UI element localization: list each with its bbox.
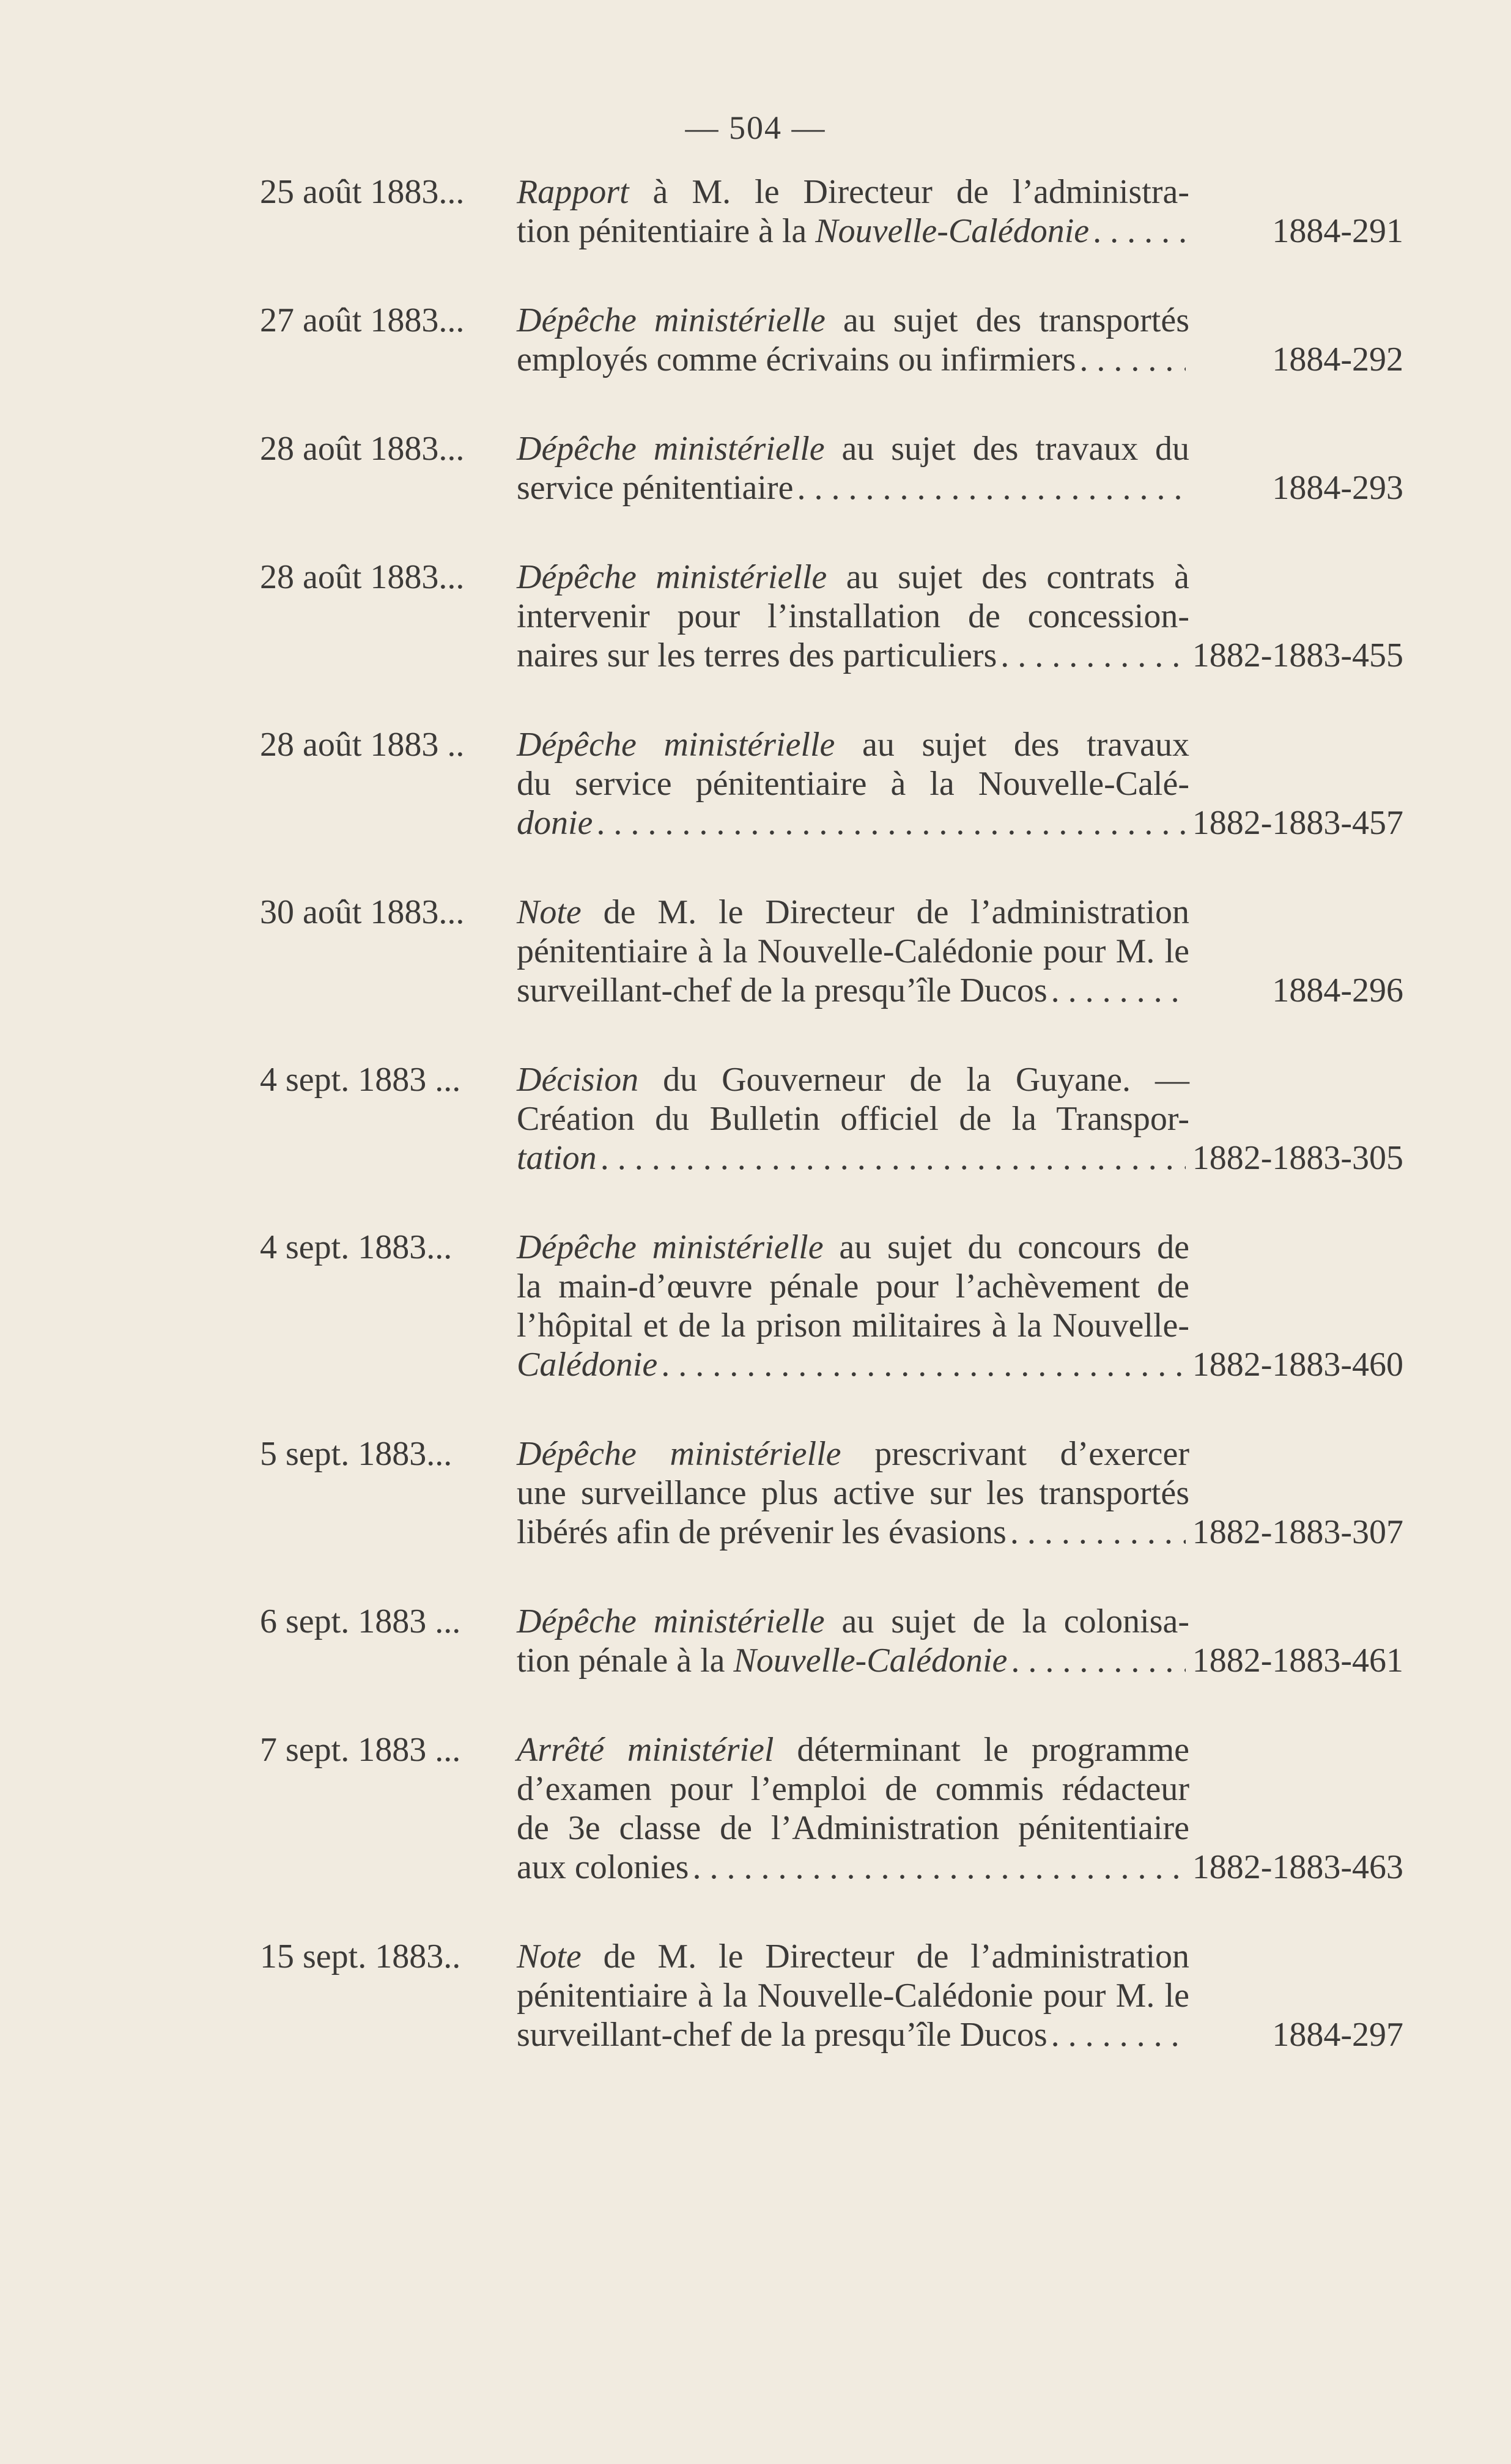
entry-title: Dépêche ministérielle [517, 430, 825, 468]
entry-text-line: au sujet des transportés [843, 301, 1190, 339]
entry-date: 7 sept. 1883 ... [260, 1731, 461, 1769]
entry-text-line: pénitentiaire à la Nouvelle-Calédonie pour M. le [517, 932, 1189, 970]
entry-reference: 1884-296 [1272, 972, 1403, 1009]
entry-description [517, 1937, 1263, 2054]
entry-text-line: tion pénale à la [517, 1642, 725, 1680]
entry-description [517, 1228, 1190, 1384]
entry-title: Dépêche ministérielle [517, 1603, 825, 1640]
entry-date: 28 août 1883... [260, 558, 465, 596]
list-item [260, 301, 1403, 379]
list-item [260, 429, 1403, 507]
entry-description [517, 301, 1263, 379]
list-item [260, 1602, 1403, 1680]
entry-title: Dépêche ministérielle [517, 1435, 841, 1473]
list-item [260, 1937, 1403, 2054]
entry-reference: 1884-292 [1272, 341, 1403, 378]
entry-title: Dépêche ministérielle [517, 1228, 824, 1266]
entry-text-line: surveillant-chef de la presqu’île Ducos [517, 972, 1047, 1009]
entry-description [517, 1060, 1190, 1178]
entry-text-italic: donie [517, 804, 593, 842]
entry-description [517, 172, 1263, 251]
entry-description [517, 725, 1190, 843]
entry-title: Dépêche ministérielle [517, 726, 835, 764]
entry-text-line: de M. le Directeur de l’administration [603, 893, 1190, 931]
list-item [260, 558, 1403, 675]
dot-leader [600, 1138, 1186, 1178]
entry-description [517, 558, 1189, 675]
entry-description [517, 1434, 1190, 1552]
dot-leader [1011, 1641, 1186, 1680]
list-item [260, 1060, 1403, 1178]
entry-text-line: au sujet des travaux [862, 726, 1190, 764]
entry-reference: 1884-297 [1272, 2016, 1403, 2054]
entry-reference: 1882-1883-460 [1192, 1346, 1403, 1384]
entry-text-line: au sujet du concours de [839, 1228, 1190, 1266]
entry-text-line: prescrivant d’exercer [874, 1435, 1190, 1473]
entry-text-line: naires sur les terres des particuliers [517, 636, 997, 674]
dot-leader [596, 803, 1186, 843]
entry-text-line: au sujet des travaux du [841, 430, 1190, 468]
entry-text-italic: Nouvelle-Calédonie [733, 1642, 1008, 1680]
entry-date: 28 août 1883 .. [260, 726, 465, 764]
entry-description [517, 1602, 1190, 1680]
entry-title: Décision [517, 1061, 639, 1099]
entry-text-line: déterminant le programme [797, 1731, 1190, 1769]
list-item [260, 893, 1403, 1010]
entry-text-line: surveillant-chef de la presqu’île Ducos [517, 2016, 1047, 2054]
entry-description [517, 893, 1263, 1010]
entry-date: 30 août 1883... [260, 893, 465, 931]
entry-reference: 1882-1883-461 [1192, 1642, 1403, 1680]
list-item [260, 1228, 1403, 1384]
entry-text-line: à M. le Directeur de l’administra- [652, 173, 1189, 211]
entry-description [517, 1730, 1190, 1887]
dot-leader [1000, 636, 1186, 675]
entry-title: Arrêté ministériel [517, 1731, 774, 1769]
entry-date: 6 sept. 1883 ... [260, 1603, 461, 1640]
entry-reference: 1882-1883-455 [1192, 636, 1403, 674]
dot-leader [1079, 340, 1186, 379]
entry-reference: 1882-1883-307 [1192, 1513, 1403, 1551]
entry-date: 5 sept. 1883... [260, 1435, 453, 1473]
entry-reference: 1884-293 [1272, 469, 1403, 507]
dot-leader [1051, 971, 1186, 1010]
entry-text-line: de M. le Directeur de l’administration [603, 1938, 1190, 1975]
entry-text-line: de 3e classe de l’Administration pénitentiaire [517, 1809, 1189, 1847]
entry-text-line: employés comme écrivains ou infirmiers [517, 341, 1076, 378]
dot-leader [1051, 2015, 1186, 2054]
entry-date: 28 août 1883... [260, 430, 465, 468]
entry-text-line: service pénitentiaire [517, 469, 794, 507]
entry-description [517, 429, 1263, 507]
entry-title: Dépêche ministérielle [517, 558, 827, 596]
entry-date: 4 sept. 1883 ... [260, 1061, 461, 1099]
entry-title: Dépêche ministérielle [517, 301, 826, 339]
entry-title: Rapport [517, 173, 629, 211]
entry-reference: 1884-291 [1272, 212, 1403, 250]
entry-text-line: au sujet de la colonisa- [841, 1603, 1190, 1640]
entry-title: Note [517, 1938, 582, 1975]
entry-text-line: tion pénitentiaire à la [517, 212, 807, 250]
entry-title: Note [517, 893, 582, 931]
entry-text-line: au sujet des contrats à [846, 558, 1189, 596]
entry-date: 4 sept. 1883... [260, 1228, 453, 1266]
entry-date: 25 août 1883... [260, 173, 465, 211]
dot-leader [692, 1848, 1186, 1887]
list-item [260, 725, 1403, 843]
entry-text-line: du Gouverneur de la Guyane. — [663, 1061, 1190, 1099]
entry-list [260, 172, 1403, 2104]
entry-text-line: aux colonies [517, 1848, 689, 1886]
entry-reference: 1882-1883-457 [1192, 804, 1403, 842]
entry-text-line: pénitentiaire à la Nouvelle-Calédonie pour M. le [517, 1977, 1189, 2015]
entry-text-line: d’examen pour l’emploi de commis rédacteur [517, 1770, 1189, 1808]
list-item [260, 1434, 1403, 1552]
dot-leader [661, 1345, 1186, 1384]
entry-text-italic: Nouvelle-Calédonie [815, 212, 1090, 250]
page-number: — 504 — [685, 109, 826, 146]
entry-text-line: la main-d’œuvre pénale pour l’achèvement de [517, 1267, 1189, 1305]
dot-leader [1093, 212, 1186, 251]
entry-text-line: du service pénitentiaire à la Nouvelle-Calé- [517, 765, 1189, 803]
entry-text-line: l’hôpital et de la prison militaires à la Nouvelle- [517, 1307, 1189, 1345]
entry-date: 27 août 1883... [260, 301, 465, 339]
dot-leader [1010, 1513, 1186, 1552]
dot-leader [797, 468, 1186, 507]
entry-text-italic: Calédonie [517, 1346, 658, 1384]
entry-text-line: intervenir pour l’installation de concession- [517, 597, 1189, 635]
entry-reference: 1882-1883-305 [1192, 1139, 1403, 1177]
entry-text-line: libérés afin de prévenir les évasions [517, 1513, 1007, 1551]
list-item [260, 172, 1403, 251]
entry-date: 15 sept. 1883.. [260, 1938, 461, 1975]
entry-text-line: Création du Bulletin officiel de la Transpor- [517, 1100, 1189, 1138]
entry-text-italic: tation [517, 1139, 597, 1177]
entry-reference: 1882-1883-463 [1192, 1848, 1403, 1886]
entry-text-line: une surveillance plus active sur les transportés [517, 1474, 1189, 1512]
list-item [260, 1730, 1403, 1887]
